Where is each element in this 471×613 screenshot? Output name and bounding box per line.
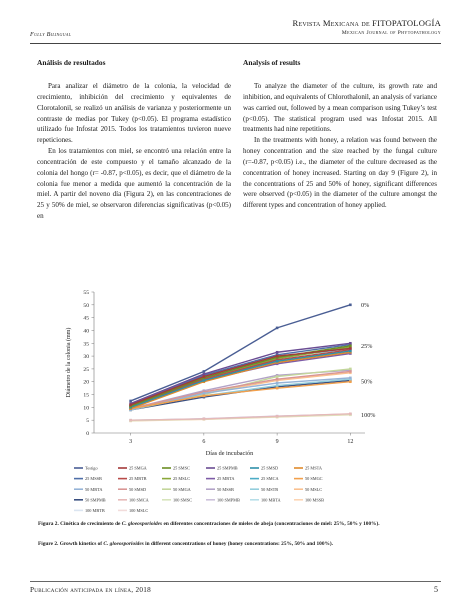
footer-publication: Publicación anticipada en línea, 2018 (30, 586, 152, 594)
data-point (276, 375, 279, 378)
english-column (243, 58, 437, 211)
caption-es-species: C. gloeosporioides (121, 521, 163, 527)
x-axis-title: Días de incubación (205, 450, 254, 457)
data-point (203, 392, 206, 395)
y-tick-label: 10 (83, 405, 89, 412)
figure-caption-es (38, 521, 438, 528)
legend-label: 100 SMPMB (217, 497, 240, 503)
x-tick-label: 9 (275, 439, 279, 445)
legend-label: 50 MSLC (305, 486, 323, 492)
data-point (203, 379, 206, 382)
growth-kinetics-chart (60, 281, 410, 517)
data-point (276, 360, 279, 363)
legend-label: 100 SMSC (173, 497, 192, 503)
data-point (203, 370, 206, 373)
legend-label: 25 MSSB (85, 476, 102, 482)
legend-label: 25 MSLC (173, 476, 191, 482)
data-point (129, 400, 132, 403)
paragraph-en-2: In the treatments with honey, a relation was found between the honey concentration and the size reached by the fungal culture (r=-0.87, p<0.05) i.e., the diameter of the culture decreased as the concentration of honey increased. Starting on day 9 (Figure 2), in the concentrations of 25 and 50% of honey, significant differences were observed (p<0.05) in the diameter of the culture amongst the different types and concentration of honey applied. (243, 136, 437, 210)
paragraph-es-1: Para analizar el diámetro de la colonia, la velocidad de crecimiento, inhibición del crecimiento y equivalentes de Clorotalonil, se realizó un análisis de varianza y posteriormente un contraste de medias por Tukey (p<0.05). El programa estadístico utilizado fue Infostat 2015. Todos los tratamientos tuvieron nueve repeticiones. (37, 82, 231, 145)
data-point (129, 419, 132, 422)
caption-en-rest: in different concentrations of honey (honey concentrations: 25%, 50% and 100%). (143, 541, 333, 547)
page-number: 5 (434, 585, 438, 594)
y-tick-label: 5 (86, 418, 89, 425)
data-point (276, 415, 279, 418)
legend-label: 50 SMGA (173, 486, 191, 492)
legend-label: Testigo (85, 465, 98, 471)
legend-label: 25 SMCA (261, 476, 279, 482)
legend-label: 25 MSTA (305, 465, 322, 471)
legend-label: 50 MBTA (85, 486, 103, 492)
data-point (276, 378, 279, 381)
x-tick-label: 3 (129, 439, 133, 445)
x-tick-label: 12 (347, 439, 354, 445)
data-point (349, 345, 352, 348)
legend-label: 50 SMGC (305, 476, 323, 482)
legend-label: 25 SMGA (129, 465, 147, 471)
legend-label: 100 MBTB (85, 508, 105, 513)
data-point (349, 377, 352, 380)
x-tick-label: 6 (202, 439, 206, 445)
data-point (203, 375, 206, 378)
data-point (203, 373, 206, 376)
y-tick-label: 35 (83, 341, 89, 348)
journal-header (293, 18, 441, 36)
legend-label: 25 SMPMB (217, 465, 238, 471)
data-point (349, 350, 352, 353)
data-point (276, 327, 279, 330)
data-point (276, 355, 279, 358)
legend-label: 25 SMSC (173, 465, 190, 471)
y-tick-label: 15 (83, 392, 89, 399)
journal-title-es: Revista Mexicana de FITOPATOLOGÍA (292, 18, 441, 28)
data-point (349, 304, 352, 307)
section-heading-es: Análisis de resultados (37, 58, 106, 67)
paragraph-es-2: En los tratamientos con miel, se encontró una relación entre la concentración de este compuesto y el tamaño alcanzado de la colonia del hongo (r= -0.87, p<0.05), es decir, que el diámetro de la colonia fue menor a medida que aumentó la concentración de la miel. A partir del noveno día (Figura 2), en las concentraciones de 25 y 50% de miel, se observaron diferencias significativas (p<0.05) en (37, 147, 231, 221)
series-line (131, 351, 351, 407)
running-header-left: Fully Bilingual (30, 31, 72, 38)
y-axis-title: Diámetro de la colonia (mm) (66, 327, 72, 398)
legend-label: 25 MBTA (217, 476, 235, 482)
caption-es-lead: Figura 2. Cinética de crecimiento de (38, 521, 122, 527)
data-point (276, 382, 279, 385)
legend-label: 100 MBTA (261, 497, 281, 503)
data-point (349, 412, 352, 415)
data-point (349, 347, 352, 350)
legend-label: 50 MSTB (261, 486, 279, 492)
y-tick-label: 40 (83, 328, 89, 335)
data-point (349, 370, 352, 373)
concentration-label: 25% (361, 342, 373, 350)
y-tick-label: 45 (83, 315, 89, 322)
figure-caption-en (38, 541, 438, 548)
legend-label: 100 SMCA (129, 497, 149, 503)
concentration-label: 100% (361, 412, 376, 420)
legend-label: 50 SMSD (129, 486, 147, 492)
y-tick-label: 20 (83, 379, 89, 386)
data-point (203, 418, 206, 421)
chart-series (129, 304, 351, 423)
concentration-label: 50% (361, 378, 373, 386)
caption-es-rest: en diferentes concentraciones de mieles de abeja (concentraciones de miel: 25%, 50% y 100%). (162, 521, 380, 527)
y-tick-label: 0 (86, 431, 89, 437)
caption-en-lead: Figure 2. Growth kinetics of (38, 541, 104, 547)
data-point (349, 380, 352, 383)
legend-label: 25 MBTB (129, 476, 147, 482)
chart-annotations (361, 302, 375, 419)
data-point (349, 342, 352, 345)
section-heading-en: Analysis of results (243, 58, 301, 67)
legend-label: 50 MSSB (217, 486, 234, 492)
y-tick-label: 55 (83, 290, 89, 296)
y-tick-label: 25 (83, 366, 89, 373)
legend-label: 50 SMPMB (85, 497, 106, 503)
chart-legend (74, 466, 324, 513)
legend-label: 100 MSSB (305, 497, 324, 503)
header-rule (30, 43, 441, 44)
data-point (276, 384, 279, 387)
caption-en-species: C. gloeosporioides (103, 541, 144, 547)
spanish-column (37, 58, 231, 222)
concentration-label: 0% (361, 301, 370, 309)
data-point (276, 387, 279, 390)
data-point (349, 368, 352, 371)
y-tick-label: 30 (83, 354, 89, 361)
legend-label: 25 SMSD (261, 465, 279, 471)
data-point (276, 351, 279, 354)
journal-title-en: Mexican Journal of Phytopathology (341, 30, 441, 36)
data-point (203, 395, 206, 398)
y-tick-label: 50 (83, 302, 89, 309)
data-point (129, 404, 132, 407)
series-line (131, 414, 351, 420)
footer-rule (30, 581, 441, 582)
legend-label: 100 MSLC (129, 508, 149, 513)
paragraph-en-1: To analyze the diameter of the culture, its growth rate and inhibition, and equivalents of Chlorothalonil, an analysis of variance was carried out, followed by a mean comparison using Tukey’s test (p<0.05). The statistical program used was Infostat 2015. All treatments had nine repetitions. (243, 82, 437, 134)
